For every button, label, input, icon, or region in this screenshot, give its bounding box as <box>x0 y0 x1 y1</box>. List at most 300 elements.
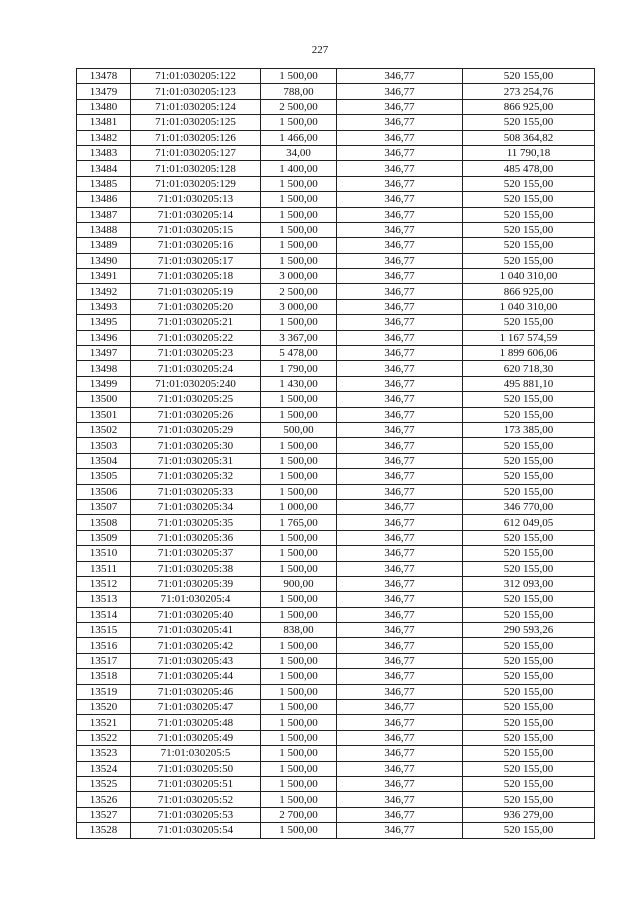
rate-cell: 346,77 <box>337 361 463 376</box>
area-cell: 3 000,00 <box>261 269 337 284</box>
cadastral-number-cell: 71:01:030205:5 <box>131 746 261 761</box>
row-number-cell: 13480 <box>77 99 131 114</box>
table-row <box>77 376 595 391</box>
area-cell: 1 500,00 <box>261 69 337 84</box>
cadastral-number-cell: 71:01:030205:125 <box>131 115 261 130</box>
table-row <box>77 269 595 284</box>
row-number-cell: 13526 <box>77 792 131 807</box>
value-cell: 520 155,00 <box>463 253 595 268</box>
cadastral-number-cell: 71:01:030205:22 <box>131 330 261 345</box>
table-row <box>77 592 595 607</box>
table-row <box>77 145 595 160</box>
area-cell: 1 500,00 <box>261 207 337 222</box>
table-row <box>77 607 595 622</box>
row-number-cell: 13503 <box>77 438 131 453</box>
rate-cell: 346,77 <box>337 130 463 145</box>
table-row <box>77 238 595 253</box>
row-number-cell: 13497 <box>77 346 131 361</box>
table-row <box>77 192 595 207</box>
rate-cell: 346,77 <box>337 84 463 99</box>
area-cell: 1 500,00 <box>261 469 337 484</box>
value-cell: 520 155,00 <box>463 715 595 730</box>
table-row <box>77 315 595 330</box>
rate-cell: 346,77 <box>337 623 463 638</box>
table-body <box>77 69 595 839</box>
value-cell: 520 155,00 <box>463 238 595 253</box>
table-row <box>77 438 595 453</box>
value-cell: 520 155,00 <box>463 438 595 453</box>
area-cell: 2 500,00 <box>261 284 337 299</box>
value-cell: 520 155,00 <box>463 653 595 668</box>
cadastral-number-cell: 71:01:030205:30 <box>131 438 261 453</box>
cadastral-number-cell: 71:01:030205:127 <box>131 145 261 160</box>
row-number-cell: 13518 <box>77 669 131 684</box>
row-number-cell: 13521 <box>77 715 131 730</box>
table-row <box>77 484 595 499</box>
rate-cell: 346,77 <box>337 346 463 361</box>
value-cell: 520 155,00 <box>463 469 595 484</box>
value-cell: 520 155,00 <box>463 607 595 622</box>
cadastral-number-cell: 71:01:030205:240 <box>131 376 261 391</box>
table-row <box>77 407 595 422</box>
row-number-cell: 13517 <box>77 653 131 668</box>
cadastral-number-cell: 71:01:030205:129 <box>131 176 261 191</box>
rate-cell: 346,77 <box>337 499 463 514</box>
value-cell: 520 155,00 <box>463 638 595 653</box>
table-row <box>77 392 595 407</box>
table-row <box>77 361 595 376</box>
table-row <box>77 299 595 314</box>
cadastral-number-cell: 71:01:030205:29 <box>131 422 261 437</box>
area-cell: 1 430,00 <box>261 376 337 391</box>
row-number-cell: 13525 <box>77 776 131 791</box>
area-cell: 1 500,00 <box>261 238 337 253</box>
row-number-cell: 13507 <box>77 499 131 514</box>
rate-cell: 346,77 <box>337 453 463 468</box>
rate-cell: 346,77 <box>337 592 463 607</box>
rate-cell: 346,77 <box>337 161 463 176</box>
row-number-cell: 13481 <box>77 115 131 130</box>
rate-cell: 346,77 <box>337 192 463 207</box>
value-cell: 1 167 574,59 <box>463 330 595 345</box>
area-cell: 1 466,00 <box>261 130 337 145</box>
row-number-cell: 13511 <box>77 561 131 576</box>
rate-cell: 346,77 <box>337 761 463 776</box>
cadastral-number-cell: 71:01:030205:44 <box>131 669 261 684</box>
area-cell: 1 500,00 <box>261 253 337 268</box>
cadastral-number-cell: 71:01:030205:53 <box>131 807 261 822</box>
cadastral-number-cell: 71:01:030205:14 <box>131 207 261 222</box>
row-number-cell: 13512 <box>77 576 131 591</box>
table-row <box>77 453 595 468</box>
area-cell: 1 500,00 <box>261 823 337 838</box>
area-cell: 1 500,00 <box>261 792 337 807</box>
value-cell: 11 790,18 <box>463 145 595 160</box>
row-number-cell: 13479 <box>77 84 131 99</box>
value-cell: 346 770,00 <box>463 499 595 514</box>
row-number-cell: 13508 <box>77 515 131 530</box>
value-cell: 520 155,00 <box>463 700 595 715</box>
cadastral-number-cell: 71:01:030205:24 <box>131 361 261 376</box>
area-cell: 838,00 <box>261 623 337 638</box>
value-cell: 520 155,00 <box>463 776 595 791</box>
table-row <box>77 653 595 668</box>
value-cell: 520 155,00 <box>463 69 595 84</box>
value-cell: 520 155,00 <box>463 669 595 684</box>
area-cell: 1 500,00 <box>261 484 337 499</box>
row-number-cell: 13495 <box>77 315 131 330</box>
rate-cell: 346,77 <box>337 253 463 268</box>
cadastral-number-cell: 71:01:030205:128 <box>131 161 261 176</box>
area-cell: 500,00 <box>261 422 337 437</box>
area-cell: 1 500,00 <box>261 653 337 668</box>
value-cell: 520 155,00 <box>463 192 595 207</box>
table-row <box>77 823 595 838</box>
rate-cell: 346,77 <box>337 176 463 191</box>
cadastral-number-cell: 71:01:030205:50 <box>131 761 261 776</box>
area-cell: 1 500,00 <box>261 776 337 791</box>
rate-cell: 346,77 <box>337 484 463 499</box>
rate-cell: 346,77 <box>337 392 463 407</box>
rate-cell: 346,77 <box>337 576 463 591</box>
rate-cell: 346,77 <box>337 669 463 684</box>
value-cell: 520 155,00 <box>463 222 595 237</box>
table-row <box>77 346 595 361</box>
area-cell: 788,00 <box>261 84 337 99</box>
table-row <box>77 115 595 130</box>
rate-cell: 346,77 <box>337 299 463 314</box>
area-cell: 1 500,00 <box>261 192 337 207</box>
table-row <box>77 176 595 191</box>
area-cell: 1 500,00 <box>261 453 337 468</box>
table-row <box>77 207 595 222</box>
value-cell: 290 593,26 <box>463 623 595 638</box>
cadastral-number-cell: 71:01:030205:34 <box>131 499 261 514</box>
rate-cell: 346,77 <box>337 792 463 807</box>
value-cell: 1 040 310,00 <box>463 269 595 284</box>
cadastral-number-cell: 71:01:030205:51 <box>131 776 261 791</box>
table-row <box>77 99 595 114</box>
value-cell: 520 155,00 <box>463 823 595 838</box>
row-number-cell: 13510 <box>77 546 131 561</box>
page-number: 227 <box>311 44 329 56</box>
row-number-cell: 13498 <box>77 361 131 376</box>
area-cell: 1 500,00 <box>261 115 337 130</box>
area-cell: 2 700,00 <box>261 807 337 822</box>
rate-cell: 346,77 <box>337 284 463 299</box>
cadastral-number-cell: 71:01:030205:36 <box>131 530 261 545</box>
cadastral-number-cell: 71:01:030205:124 <box>131 99 261 114</box>
row-number-cell: 13509 <box>77 530 131 545</box>
cadastral-number-cell: 71:01:030205:39 <box>131 576 261 591</box>
table-row <box>77 700 595 715</box>
row-number-cell: 13505 <box>77 469 131 484</box>
area-cell: 900,00 <box>261 576 337 591</box>
row-number-cell: 13500 <box>77 392 131 407</box>
row-number-cell: 13528 <box>77 823 131 838</box>
area-cell: 1 500,00 <box>261 407 337 422</box>
row-number-cell: 13519 <box>77 684 131 699</box>
table-row <box>77 284 595 299</box>
cadastral-number-cell: 71:01:030205:123 <box>131 84 261 99</box>
cadastral-number-cell: 71:01:030205:52 <box>131 792 261 807</box>
rate-cell: 346,77 <box>337 561 463 576</box>
value-cell: 1 899 606,06 <box>463 346 595 361</box>
table-row <box>77 576 595 591</box>
rate-cell: 346,77 <box>337 823 463 838</box>
value-cell: 1 040 310,00 <box>463 299 595 314</box>
value-cell: 520 155,00 <box>463 115 595 130</box>
row-number-cell: 13502 <box>77 422 131 437</box>
table-row <box>77 515 595 530</box>
cadastral-number-cell: 71:01:030205:42 <box>131 638 261 653</box>
row-number-cell: 13524 <box>77 761 131 776</box>
row-number-cell: 13523 <box>77 746 131 761</box>
row-number-cell: 13491 <box>77 269 131 284</box>
row-number-cell: 13520 <box>77 700 131 715</box>
area-cell: 1 500,00 <box>261 638 337 653</box>
table-row <box>77 761 595 776</box>
cadastral-number-cell: 71:01:030205:122 <box>131 69 261 84</box>
table-row <box>77 84 595 99</box>
rate-cell: 346,77 <box>337 269 463 284</box>
rate-cell: 346,77 <box>337 638 463 653</box>
area-cell: 1 500,00 <box>261 700 337 715</box>
area-cell: 1 500,00 <box>261 746 337 761</box>
land-plot-table <box>76 68 595 839</box>
table-row <box>77 623 595 638</box>
rate-cell: 346,77 <box>337 807 463 822</box>
area-cell: 1 500,00 <box>261 607 337 622</box>
cadastral-number-cell: 71:01:030205:17 <box>131 253 261 268</box>
rate-cell: 346,77 <box>337 715 463 730</box>
value-cell: 173 385,00 <box>463 422 595 437</box>
row-number-cell: 13490 <box>77 253 131 268</box>
cadastral-number-cell: 71:01:030205:33 <box>131 484 261 499</box>
area-cell: 3 367,00 <box>261 330 337 345</box>
rate-cell: 346,77 <box>337 546 463 561</box>
row-number-cell: 13501 <box>77 407 131 422</box>
cadastral-number-cell: 71:01:030205:43 <box>131 653 261 668</box>
value-cell: 520 155,00 <box>463 176 595 191</box>
cadastral-number-cell: 71:01:030205:13 <box>131 192 261 207</box>
cadastral-number-cell: 71:01:030205:40 <box>131 607 261 622</box>
rate-cell: 346,77 <box>337 315 463 330</box>
rate-cell: 346,77 <box>337 746 463 761</box>
rate-cell: 346,77 <box>337 69 463 84</box>
row-number-cell: 13488 <box>77 222 131 237</box>
cadastral-number-cell: 71:01:030205:37 <box>131 546 261 561</box>
area-cell: 1 500,00 <box>261 561 337 576</box>
rate-cell: 346,77 <box>337 145 463 160</box>
area-cell: 1 500,00 <box>261 684 337 699</box>
cadastral-number-cell: 71:01:030205:18 <box>131 269 261 284</box>
rate-cell: 346,77 <box>337 207 463 222</box>
rate-cell: 346,77 <box>337 530 463 545</box>
row-number-cell: 13516 <box>77 638 131 653</box>
row-number-cell: 13522 <box>77 730 131 745</box>
value-cell: 520 155,00 <box>463 746 595 761</box>
table-row <box>77 746 595 761</box>
table-row <box>77 222 595 237</box>
cadastral-number-cell: 71:01:030205:15 <box>131 222 261 237</box>
value-cell: 866 925,00 <box>463 99 595 114</box>
row-number-cell: 13504 <box>77 453 131 468</box>
rate-cell: 346,77 <box>337 776 463 791</box>
row-number-cell: 13485 <box>77 176 131 191</box>
table-row <box>77 546 595 561</box>
row-number-cell: 13492 <box>77 284 131 299</box>
row-number-cell: 13484 <box>77 161 131 176</box>
area-cell: 1 765,00 <box>261 515 337 530</box>
value-cell: 520 155,00 <box>463 792 595 807</box>
value-cell: 866 925,00 <box>463 284 595 299</box>
cadastral-number-cell: 71:01:030205:46 <box>131 684 261 699</box>
row-number-cell: 13486 <box>77 192 131 207</box>
table-row <box>77 69 595 84</box>
table-row <box>77 253 595 268</box>
row-number-cell: 13482 <box>77 130 131 145</box>
rate-cell: 346,77 <box>337 407 463 422</box>
area-cell: 1 500,00 <box>261 392 337 407</box>
row-number-cell: 13483 <box>77 145 131 160</box>
value-cell: 520 155,00 <box>463 592 595 607</box>
area-cell: 1 500,00 <box>261 730 337 745</box>
cadastral-number-cell: 71:01:030205:41 <box>131 623 261 638</box>
value-cell: 312 093,00 <box>463 576 595 591</box>
cadastral-number-cell: 71:01:030205:54 <box>131 823 261 838</box>
value-cell: 520 155,00 <box>463 315 595 330</box>
cadastral-number-cell: 71:01:030205:49 <box>131 730 261 745</box>
area-cell: 1 500,00 <box>261 761 337 776</box>
table-row <box>77 499 595 514</box>
area-cell: 5 478,00 <box>261 346 337 361</box>
row-number-cell: 13478 <box>77 69 131 84</box>
cadastral-number-cell: 71:01:030205:21 <box>131 315 261 330</box>
area-cell: 34,00 <box>261 145 337 160</box>
row-number-cell: 13489 <box>77 238 131 253</box>
value-cell: 520 155,00 <box>463 546 595 561</box>
table-row <box>77 684 595 699</box>
value-cell: 520 155,00 <box>463 761 595 776</box>
table-row <box>77 638 595 653</box>
cadastral-number-cell: 71:01:030205:20 <box>131 299 261 314</box>
table-row <box>77 422 595 437</box>
cadastral-number-cell: 71:01:030205:23 <box>131 346 261 361</box>
row-number-cell: 13527 <box>77 807 131 822</box>
cadastral-number-cell: 71:01:030205:32 <box>131 469 261 484</box>
value-cell: 520 155,00 <box>463 561 595 576</box>
rate-cell: 346,77 <box>337 422 463 437</box>
table-row <box>77 469 595 484</box>
value-cell: 520 155,00 <box>463 530 595 545</box>
rate-cell: 346,77 <box>337 684 463 699</box>
area-cell: 3 000,00 <box>261 299 337 314</box>
value-cell: 936 279,00 <box>463 807 595 822</box>
rate-cell: 346,77 <box>337 700 463 715</box>
value-cell: 612 049,05 <box>463 515 595 530</box>
row-number-cell: 13506 <box>77 484 131 499</box>
row-number-cell: 13513 <box>77 592 131 607</box>
cadastral-number-cell: 71:01:030205:35 <box>131 515 261 530</box>
area-cell: 1 790,00 <box>261 361 337 376</box>
value-cell: 508 364,82 <box>463 130 595 145</box>
value-cell: 273 254,76 <box>463 84 595 99</box>
area-cell: 1 500,00 <box>261 669 337 684</box>
rate-cell: 346,77 <box>337 653 463 668</box>
rate-cell: 346,77 <box>337 330 463 345</box>
table-row <box>77 807 595 822</box>
value-cell: 520 155,00 <box>463 484 595 499</box>
cadastral-number-cell: 71:01:030205:38 <box>131 561 261 576</box>
rate-cell: 346,77 <box>337 607 463 622</box>
row-number-cell: 13499 <box>77 376 131 391</box>
rate-cell: 346,77 <box>337 515 463 530</box>
row-number-cell: 13515 <box>77 623 131 638</box>
table-row <box>77 776 595 791</box>
cadastral-number-cell: 71:01:030205:16 <box>131 238 261 253</box>
rate-cell: 346,77 <box>337 438 463 453</box>
rate-cell: 346,77 <box>337 376 463 391</box>
table-row <box>77 130 595 145</box>
cadastral-number-cell: 71:01:030205:47 <box>131 700 261 715</box>
area-cell: 2 500,00 <box>261 99 337 114</box>
value-cell: 520 155,00 <box>463 207 595 222</box>
table-row <box>77 161 595 176</box>
row-number-cell: 13493 <box>77 299 131 314</box>
table-row <box>77 730 595 745</box>
value-cell: 485 478,00 <box>463 161 595 176</box>
area-cell: 1 500,00 <box>261 715 337 730</box>
table-row <box>77 669 595 684</box>
cadastral-number-cell: 71:01:030205:126 <box>131 130 261 145</box>
table-row <box>77 715 595 730</box>
rate-cell: 346,77 <box>337 99 463 114</box>
rate-cell: 346,77 <box>337 222 463 237</box>
value-cell: 520 155,00 <box>463 392 595 407</box>
area-cell: 1 500,00 <box>261 315 337 330</box>
row-number-cell: 13487 <box>77 207 131 222</box>
value-cell: 495 881,10 <box>463 376 595 391</box>
cadastral-number-cell: 71:01:030205:26 <box>131 407 261 422</box>
cadastral-number-cell: 71:01:030205:31 <box>131 453 261 468</box>
table-row <box>77 530 595 545</box>
rate-cell: 346,77 <box>337 115 463 130</box>
cadastral-number-cell: 71:01:030205:25 <box>131 392 261 407</box>
rate-cell: 346,77 <box>337 238 463 253</box>
rate-cell: 346,77 <box>337 469 463 484</box>
cadastral-number-cell: 71:01:030205:4 <box>131 592 261 607</box>
area-cell: 1 000,00 <box>261 499 337 514</box>
table-row <box>77 330 595 345</box>
area-cell: 1 500,00 <box>261 546 337 561</box>
area-cell: 1 500,00 <box>261 592 337 607</box>
cadastral-number-cell: 71:01:030205:19 <box>131 284 261 299</box>
table-row <box>77 561 595 576</box>
area-cell: 1 500,00 <box>261 222 337 237</box>
value-cell: 620 718,30 <box>463 361 595 376</box>
cadastral-number-cell: 71:01:030205:48 <box>131 715 261 730</box>
area-cell: 1 500,00 <box>261 176 337 191</box>
area-cell: 1 500,00 <box>261 438 337 453</box>
rate-cell: 346,77 <box>337 730 463 745</box>
table-row <box>77 792 595 807</box>
row-number-cell: 13496 <box>77 330 131 345</box>
value-cell: 520 155,00 <box>463 453 595 468</box>
row-number-cell: 13514 <box>77 607 131 622</box>
value-cell: 520 155,00 <box>463 730 595 745</box>
area-cell: 1 400,00 <box>261 161 337 176</box>
